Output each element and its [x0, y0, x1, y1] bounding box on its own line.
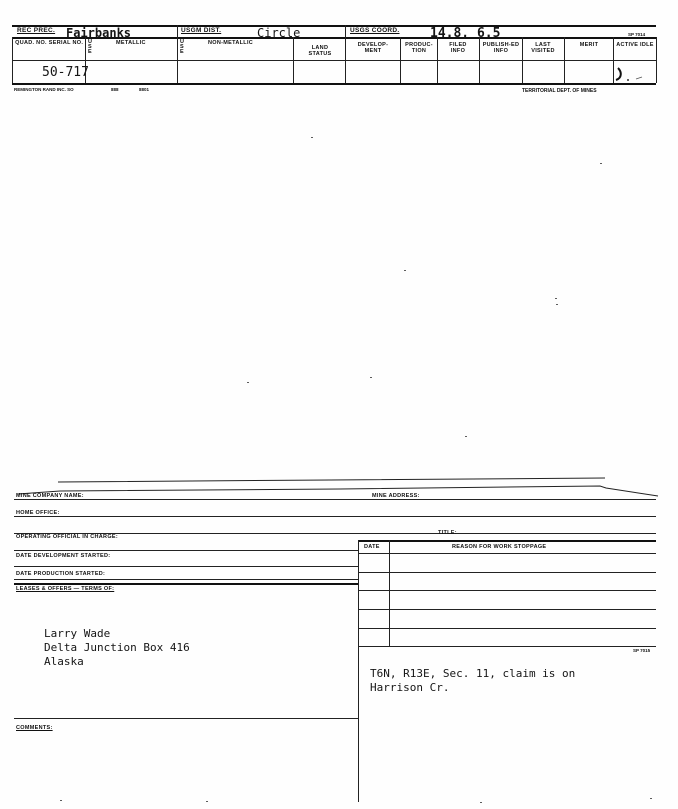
printer-code-2: 8801 [139, 87, 150, 92]
mine-address-label: MINE ADDRESS: [372, 493, 420, 499]
location-line-2: Harrison Cr. [370, 681, 450, 694]
lessee-state: Alaska [44, 655, 84, 668]
rec-prec-label: REC PREC. [17, 27, 56, 34]
form-code-bottom: SP 7015 [633, 648, 651, 653]
operating-official-label: OPERATING OFFICIAL IN CHARGE: [16, 534, 118, 540]
lessee-name: Larry Wade [44, 627, 111, 640]
reason-column-label: REASON FOR WORK STOPPAGE [452, 544, 547, 550]
col-development: DEVELOP-MENT [357, 42, 389, 54]
usgs-coord-value: 14.8, 6.5 [430, 26, 501, 41]
col-quad-no: QUAD. NO. [15, 40, 47, 46]
printer-credit: REMINGTON RAND INC. SO [14, 87, 74, 92]
printer-code-1: 888 [111, 87, 119, 92]
department-credit: TERRITORIAL DEPT. OF MINES [522, 88, 597, 94]
col-non-metallic: NON-METALLIC [208, 40, 254, 46]
col-merit: MERIT [579, 42, 599, 48]
mine-company-name-label: MINE COMPANY NAME: [16, 493, 84, 499]
col-land-status: LAND STATUS [308, 45, 332, 57]
date-development-started-label: DATE DEVELOPMENT STARTED: [16, 553, 111, 559]
comments-label: COMMENTS: [16, 725, 53, 731]
col-last-visited: LAST VISITED [531, 42, 555, 54]
usgs-coord-label: USGS COORD. [350, 27, 400, 34]
col-metallic: METALLIC [116, 40, 146, 46]
location-line-1: T6N, R13E, Sec. 11, claim is on [370, 667, 576, 680]
home-office-label: HOME OFFICE: [16, 510, 60, 516]
date-column-label: DATE [364, 544, 380, 550]
date-production-started-label: DATE PRODUCTION STARTED: [16, 571, 106, 577]
col-use-metallic-prefix: U S E [88, 39, 93, 55]
col-filed-info: FILED INFO [449, 42, 467, 54]
col-production: PRODUC-TION [405, 42, 433, 54]
lessee-address: Delta Junction Box 416 [44, 641, 190, 654]
title-label: TITLE: [438, 530, 457, 536]
card-top-edge [0, 474, 678, 498]
col-active-idle: ACTIVE IDLE [616, 42, 654, 48]
active-idle-mark [614, 66, 654, 84]
col-serial-no: SERIAL NO. [48, 40, 84, 46]
usgm-dist-value: Circle [257, 26, 301, 40]
leases-offers-label: LEASES & OFFERS — TERMS OF: [16, 586, 115, 592]
serial-number-value: 50-717 [42, 65, 89, 80]
col-use-nonmetallic-prefix: U S E [180, 39, 185, 55]
rec-prec-value: Fairbanks [66, 26, 132, 40]
form-code-top: SP 7014 [628, 32, 646, 37]
usgm-dist-label: USGM DIST. [181, 27, 222, 34]
col-published-info: PUBLISH-ED INFO [482, 42, 520, 54]
